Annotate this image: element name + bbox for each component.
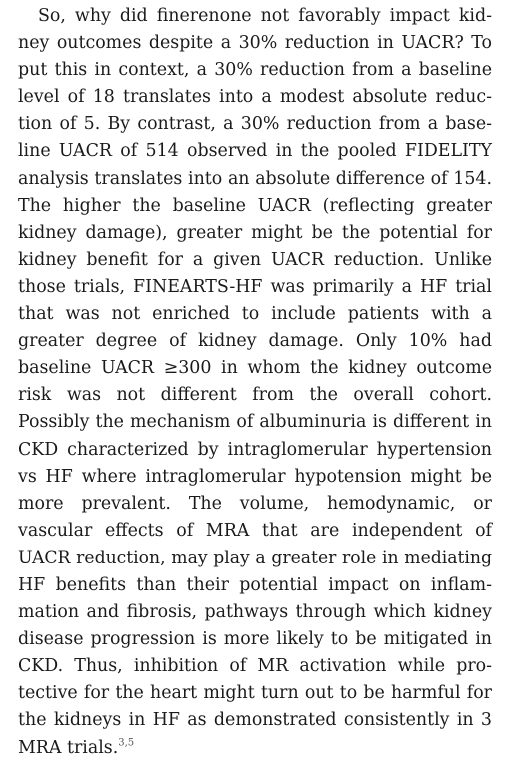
text-line: risk was not different from the overall cohort. — [18, 385, 492, 406]
text-line: vascular effects of MRA that are independent of — [18, 520, 492, 541]
text-line: The higher the baseline UACR (reflecting greater — [18, 195, 492, 216]
text-line: line UACR of 514 observed in the pooled FIDELITY — [18, 141, 492, 162]
text-line: kidney benefit for a given UACR reduction. Unlike — [18, 249, 492, 270]
text-line: tion of 5. By contrast, a 30% reduction from a base- — [18, 114, 492, 135]
text-line: those trials, FINEARTS-HF was primarily a HF trial — [18, 276, 492, 297]
article-body-column — [18, 3, 492, 762]
text-line: put this in context, a 30% reduction from a baseline — [18, 60, 492, 81]
text-line: analysis translates into an absolute difference of 154. — [18, 168, 492, 189]
text-line: that was not enriched to include patients with a — [18, 304, 492, 325]
text-line: tective for the heart might turn out to be harmful for — [18, 683, 492, 704]
text-line: CKD characterized by intraglomerular hypertension — [18, 439, 492, 460]
text-line: the kidneys in HF as demonstrated consistently in 3 — [18, 710, 492, 731]
text-line: So, why did finerenone not favorably impact kid- — [38, 6, 492, 26]
final-line-text: MRA trials. — [18, 737, 119, 758]
text-line: disease progression is more likely to be mitigated in — [18, 629, 492, 650]
text-line: greater degree of kidney damage. Only 10% had — [18, 331, 492, 352]
text-line: ney outcomes despite a 30% reduction in UACR? To — [18, 33, 492, 54]
text-line: more prevalent. The volume, hemodynamic, or — [18, 493, 492, 514]
text-line: kidney damage), greater might be the potential for — [18, 222, 492, 243]
citation-reference[interactable]: 3,5 — [118, 737, 135, 749]
text-line: Possibly the mechanism of albuminuria is different in — [18, 412, 492, 433]
text-line: level of 18 translates into a modest absolute reduc- — [18, 87, 492, 108]
text-line: baseline UACR ≥300 in whom the kidney outcome — [18, 358, 492, 379]
text-line: CKD. Thus, inhibition of MR activation while pro- — [18, 656, 492, 677]
text-line: vs HF where intraglomerular hypotension might be — [18, 466, 492, 487]
text-line: HF benefits than their potential impact on inflam- — [18, 574, 492, 595]
text-line: mation and fibrosis, pathways through which kidney — [18, 602, 492, 623]
text-line: UACR reduction, may play a greater role in mediating — [18, 547, 492, 568]
final-text-line — [18, 735, 492, 762]
